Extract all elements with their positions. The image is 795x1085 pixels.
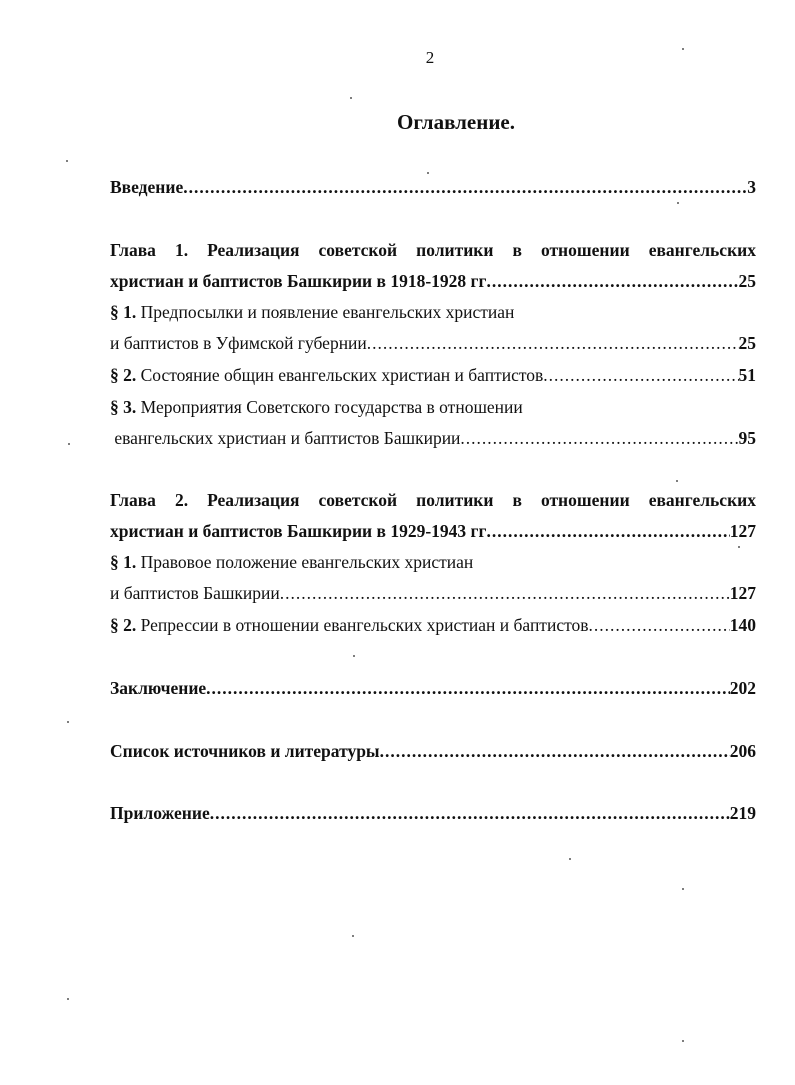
toc-section-2-2[interactable] bbox=[110, 613, 756, 637]
toc-section-1-3-continued[interactable] bbox=[110, 426, 756, 450]
scan-speck bbox=[738, 546, 740, 548]
toc-entry-label: Приложение bbox=[110, 803, 210, 823]
dot-leader bbox=[206, 676, 730, 700]
page-number: 2 bbox=[425, 48, 435, 67]
toc-section-2-1[interactable] bbox=[110, 550, 756, 574]
section-number: § 1. bbox=[110, 302, 137, 322]
toc-entry-page: 25 bbox=[738, 333, 756, 353]
section-title: Правовое положение евангельских христиан bbox=[136, 552, 474, 572]
scan-speck bbox=[67, 721, 69, 723]
toc-entry-label: Введение bbox=[110, 177, 184, 197]
toc-entry-page: 95 bbox=[738, 428, 756, 448]
toc-section-1-3[interactable] bbox=[110, 395, 756, 419]
toc-chapter-2-title[interactable]: Глава 2. Реализация советской политики в отношении евангельских bbox=[110, 490, 756, 510]
toc-entry-appendix[interactable] bbox=[110, 801, 756, 825]
toc-section-1-1[interactable] bbox=[110, 300, 756, 324]
section-number: § 2. bbox=[110, 365, 137, 385]
scan-speck bbox=[67, 998, 69, 1000]
toc-entry-page: 25 bbox=[738, 271, 756, 291]
toc-chapter-2-title-continued[interactable] bbox=[110, 519, 756, 543]
dot-leader bbox=[460, 426, 738, 450]
section-title: Мероприятия Советского государства в отношении bbox=[136, 397, 523, 417]
toc-entry-sources[interactable] bbox=[110, 739, 756, 763]
scan-speck bbox=[682, 1040, 684, 1042]
toc-entry-page: 3 bbox=[747, 177, 756, 197]
scan-speck bbox=[353, 655, 355, 657]
toc-chapter-1-title[interactable]: Глава 1. Реализация советской политики в отношении евангельских bbox=[110, 240, 756, 260]
scan-speck bbox=[682, 48, 684, 50]
toc-entry-conclusion[interactable] bbox=[110, 676, 756, 700]
toc-entry-label: христиан и баптистов Башкирии в 1929-1943 гг bbox=[110, 521, 487, 541]
toc-entry-page: 206 bbox=[729, 741, 756, 761]
dot-leader bbox=[210, 801, 730, 825]
toc-entry-page: 202 bbox=[729, 678, 756, 698]
dot-leader bbox=[486, 269, 738, 293]
dot-leader bbox=[367, 331, 739, 355]
toc-entry-page: 51 bbox=[738, 365, 756, 385]
toc-section-1-2[interactable] bbox=[110, 363, 756, 387]
dot-leader bbox=[589, 613, 730, 637]
section-title: и баптистов Башкирии bbox=[110, 583, 280, 603]
section-number: § 2. bbox=[110, 615, 137, 635]
section-title: и баптистов в Уфимской губернии bbox=[110, 333, 367, 353]
toc-entry-page: 127 bbox=[729, 521, 756, 541]
section-text: Репрессии в отношении евангельских христиан и баптистов bbox=[136, 615, 589, 635]
section-title: евангельских христиан и баптистов Башкирии bbox=[110, 428, 461, 448]
toc-entry-introduction[interactable] bbox=[110, 175, 756, 199]
scan-speck bbox=[350, 97, 352, 99]
dot-leader bbox=[280, 581, 730, 605]
toc-section-1-1-continued[interactable] bbox=[110, 331, 756, 355]
section-number: § 3. bbox=[110, 397, 137, 417]
page-title: Оглавление. bbox=[396, 110, 516, 134]
section-number: § 1. bbox=[110, 552, 137, 572]
section-title: Предпосылки и появление евангельских христиан bbox=[136, 302, 515, 322]
toc-entry-label: христиан и баптистов Башкирии в 1918-1928 гг bbox=[110, 271, 487, 291]
scan-speck bbox=[676, 480, 678, 482]
scan-speck bbox=[569, 858, 571, 860]
toc-entry-page: 127 bbox=[729, 583, 756, 603]
toc-chapter-1-title-continued[interactable] bbox=[110, 269, 756, 293]
section-text: Состояние общин евангельских христиан и баптистов bbox=[136, 365, 544, 385]
section-title bbox=[110, 363, 543, 387]
toc-entry-label: Список источников и литературы bbox=[110, 741, 380, 761]
toc-entry-page: 219 bbox=[729, 803, 756, 823]
dot-leader bbox=[380, 739, 730, 763]
dot-leader bbox=[486, 519, 729, 543]
scan-speck bbox=[68, 443, 70, 445]
scan-speck bbox=[677, 202, 679, 204]
scan-speck bbox=[682, 888, 684, 890]
section-title bbox=[110, 613, 589, 637]
scan-speck bbox=[427, 172, 429, 174]
scan-speck bbox=[352, 935, 354, 937]
toc-entry-page: 140 bbox=[729, 615, 756, 635]
dot-leader bbox=[183, 175, 747, 199]
scan-speck bbox=[66, 160, 68, 162]
toc-section-2-1-continued[interactable] bbox=[110, 581, 756, 605]
toc-entry-label: Заключение bbox=[110, 678, 207, 698]
dot-leader bbox=[543, 363, 738, 387]
